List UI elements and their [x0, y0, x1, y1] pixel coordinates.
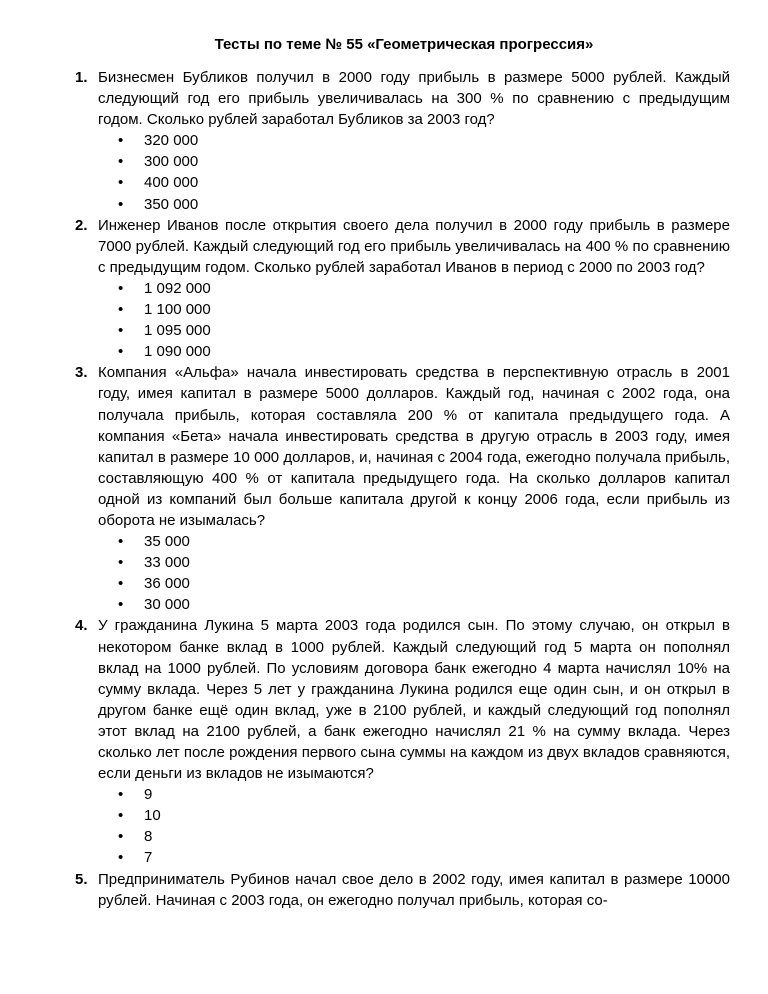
question-number: 5. — [75, 870, 88, 888]
answer-option — [98, 341, 730, 362]
bullet-icon: • — [118, 849, 124, 867]
answer-option-label: 35 000 — [144, 533, 190, 551]
bullet-icon: • — [118, 343, 124, 361]
answer-option — [98, 784, 730, 805]
answer-option — [98, 278, 730, 299]
answer-option — [98, 826, 730, 847]
question-number: 2. — [75, 216, 88, 234]
bullet-icon: • — [118, 533, 124, 551]
answer-options — [98, 130, 730, 214]
bullet-icon: • — [118, 807, 124, 825]
answer-option — [98, 594, 730, 615]
bullet-icon: • — [118, 174, 124, 192]
document-title: Тесты по теме № 55 «Геометрическая прогрессия» — [214, 36, 594, 53]
answer-option-label: 10 — [144, 807, 161, 825]
question-1 — [0, 67, 768, 215]
answer-options — [98, 531, 730, 615]
answer-option-label: 33 000 — [144, 554, 190, 572]
answer-option-label: 9 — [144, 786, 153, 804]
question-text: Предприниматель Рубинов начал свое дело в 2002 году, имея капитал в размере 10000 рублей. Начиная с 2003 года, он ежегодно получал прибыль, которая со- — [98, 870, 730, 909]
answer-option — [98, 194, 730, 215]
bullet-icon: • — [118, 301, 124, 319]
bullet-icon: • — [118, 132, 124, 150]
answer-option — [98, 531, 730, 552]
answer-option — [98, 552, 730, 573]
answer-option — [98, 805, 730, 826]
bullet-icon: • — [118, 195, 124, 213]
question-number: 4. — [75, 617, 88, 635]
answer-option — [98, 172, 730, 193]
answer-options — [98, 784, 730, 868]
bullet-icon: • — [118, 786, 124, 804]
answer-option-label: 400 000 — [144, 174, 199, 192]
question-text: Бизнесмен Бубликов получил в 2000 году прибыль в размере 5000 рублей. Каждый следующий год его прибыль увеличивалась на 300 % по сравнению с предыдущим годом. Сколько рублей заработал Бубликов за 2003 год? — [98, 69, 730, 129]
question-2 — [0, 215, 768, 363]
answer-option-label: 350 000 — [144, 195, 199, 213]
bullet-icon: • — [118, 554, 124, 572]
answer-option-label: 36 000 — [144, 575, 190, 593]
question-4 — [0, 615, 768, 868]
bullet-icon: • — [118, 153, 124, 171]
question-number: 1. — [75, 69, 88, 86]
answer-option-label: 320 000 — [144, 132, 199, 150]
answer-option — [98, 130, 730, 151]
answer-option-label: 1 090 000 — [144, 343, 211, 361]
question-5 — [0, 869, 768, 911]
answer-option-label: 1 095 000 — [144, 322, 211, 340]
answer-option — [98, 320, 730, 341]
answer-option — [98, 847, 730, 868]
bullet-icon: • — [118, 279, 124, 297]
answer-option-label: 1 092 000 — [144, 279, 211, 297]
answer-option — [98, 573, 730, 594]
question-text: Инженер Иванов после открытия своего дела получил в 2000 году прибыль в размере 7000 рублей. Каждый следующий год его прибыль увеличивалась на 400 % по сравнению с предыдущим годом. Сколько рублей заработал Иванов в период с 2000 по 2003 год? — [98, 216, 730, 276]
answer-option-label: 300 000 — [144, 153, 199, 171]
answer-option — [98, 151, 730, 172]
question-text: У гражданина Лукина 5 марта 2003 года родился сын. По этому случаю, он открыл в некотором банке вклад в 1000 рублей. Каждый следующий год 5 марта он пополнял вклад на 1000 рублей. По условиям договора банк ежегодно 4 марта начислял 10% на сумму вклада. Через 5 лет у гражданина Лукина родился еще один сын, и он открыл в другом банке ещё один вклад, уже в 2100 рублей, и каждый следующий год пополнял этот вклад на 2100 рублей, а банк ежегодно начислял 21 % на сумму вклада. Через сколько лет после рождения первого сына суммы на каждом из двух вкладов сравняются, если деньги из вкладов не изымаются? — [98, 617, 730, 783]
answer-option-label: 7 — [144, 849, 153, 867]
bullet-icon: • — [118, 828, 124, 846]
bullet-icon: • — [118, 322, 124, 340]
bullet-icon: • — [118, 575, 124, 593]
answer-option — [98, 299, 730, 320]
question-3 — [0, 362, 768, 615]
question-text: Компания «Альфа» начала инвестировать средства в перспективную отрасль в 2001 году, имея капитал в размере 5000 долларов. Каждый год, начиная с 2002 года, она получала прибыль, которая составляла 200 % от капитала предыдущего года. А компания «Бета» начала инвестировать средства в другую отрасль в 2003 году, имея капитал в размере 10 000 долларов, и, начиная с 2004 года, ежегодно получала прибыль, составляющую 400 % от капитала предыдущего года. На сколько долларов капитал одной из компаний был больше капитала другой к концу 2006 года, если прибыль из оборота не изымалась? — [98, 364, 730, 529]
answer-option-label: 30 000 — [144, 596, 190, 614]
question-number: 3. — [75, 364, 88, 382]
answer-option-label: 8 — [144, 828, 153, 846]
answer-option-label: 1 100 000 — [144, 301, 211, 319]
answer-options — [98, 278, 730, 362]
questions-list — [0, 67, 768, 911]
bullet-icon: • — [118, 596, 124, 614]
